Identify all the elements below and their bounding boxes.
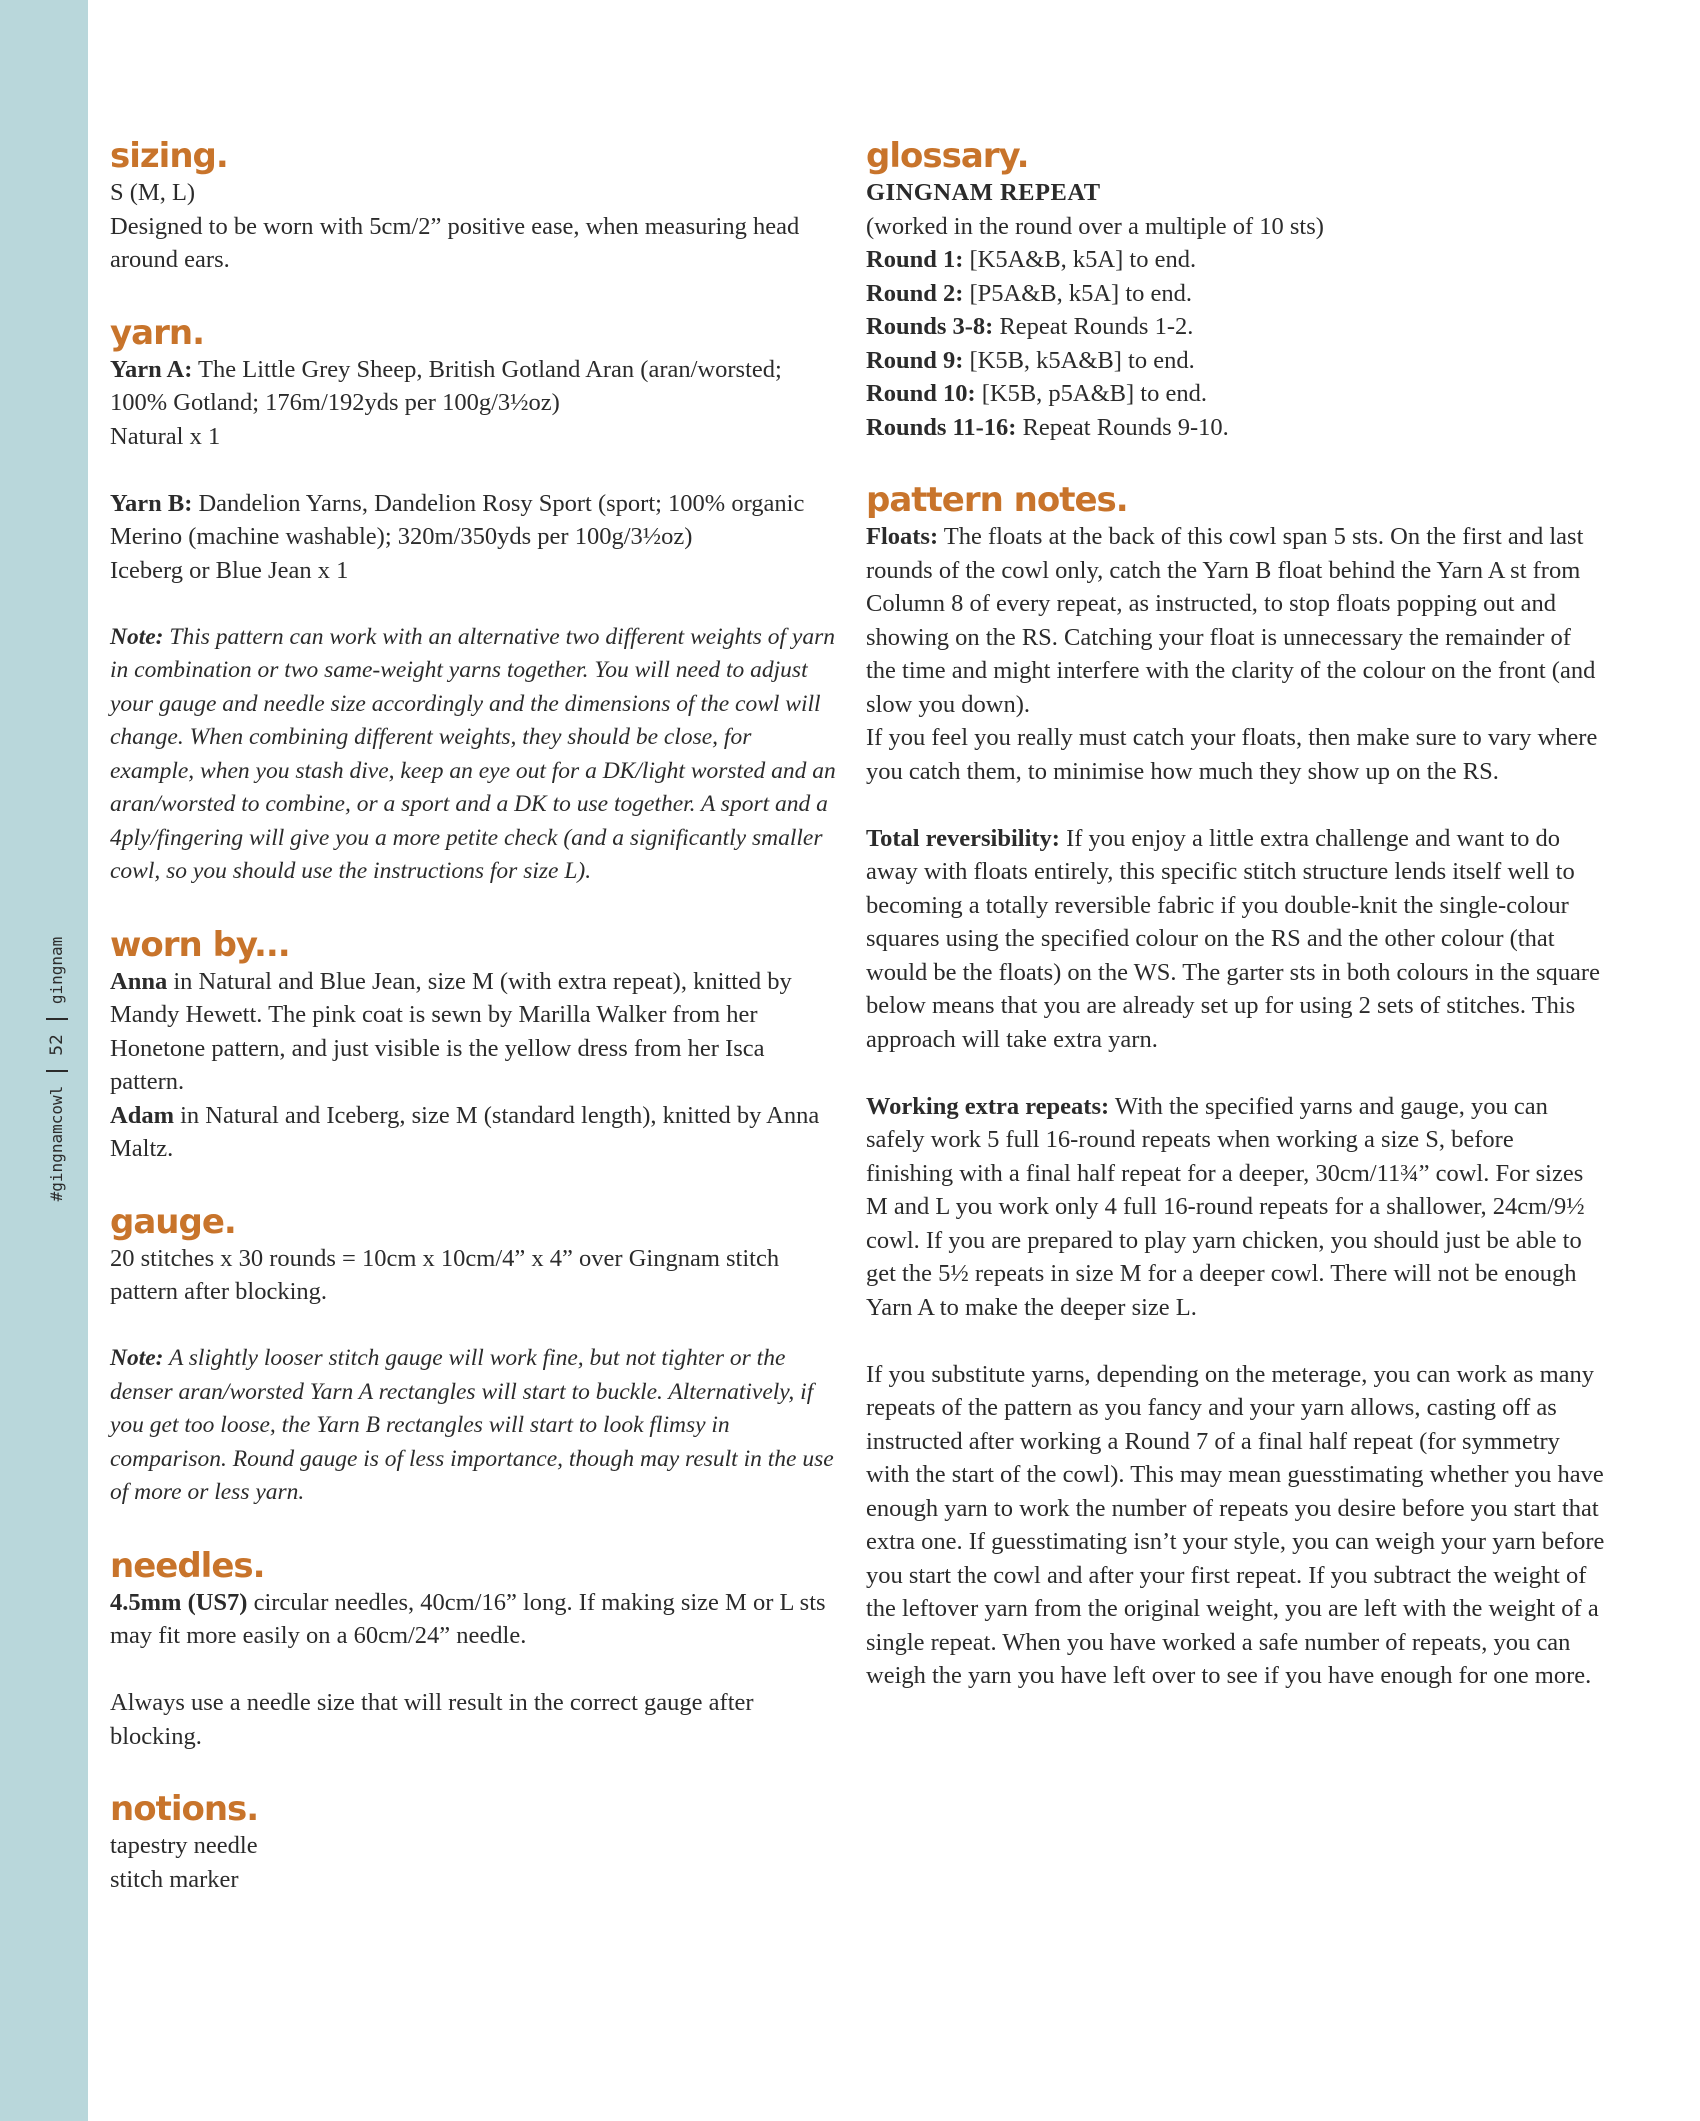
divider (46, 1070, 68, 1072)
gauge-text: 20 stitches x 30 rounds = 10cm x 10cm/4” x 4” over Gingnam stitch pattern after blocking. (110, 1244, 780, 1305)
glossary-heading: glossary. (866, 136, 1029, 176)
anna-name: Anna (110, 967, 168, 995)
yarn-note: Note: This pattern can work with an alternative two different weights of yarn in combination or two same-weight yarns together. You will need to adjust your gauge and needle size accordingly and the dimensions of the cowl will change. When combining different weights, they should be close, for example, when you stash dive, keep an eye out for a DK/light worsted and an aran/worsted to combine, or a sport and a DK to use together. A sport and a 4ply/fingering will give you a more petite check (and a significantly smaller cowl, so you should use the instructions for size L). (110, 623, 836, 884)
yarn-b-text: Yarn B: Dandelion Yarns, Dandelion Rosy Sport (sport; 100% organic Merino (machine washable); 320m/350yds per 100g/3½oz) (110, 489, 805, 550)
reversibility-text: Total reversibility: If you enjoy a little extra challenge and want to do away with floats entirely, this specific stitch structure lends itself well to becoming a totally reversible fabric if you double-knit the single-colour squares using the specified colour on the RS and the other colour (that would be the floats) on the WS. The garter sts in both colours in the square below means that you are already set up for using 2 sets of stitches. This approach will take extra yarn. (866, 824, 1600, 1053)
gauge-note: Note: A slightly looser stitch gauge will work fine, but not tighter or the denser aran/worsted Yarn A rectangles will start to buckle. Alternatively, if you get too loose, the Yarn B rectangles will start to look flimsy in comparison. Round gauge is of less importance, though may result in the use of more or less yarn. (110, 1345, 834, 1505)
round-row: Rounds 11-16: Repeat Rounds 9-10. (866, 413, 1229, 441)
needle-size-label: 4.5mm (US7) (110, 1588, 248, 1616)
worn-by-section (110, 925, 840, 1166)
sizing-section (110, 136, 840, 277)
substitute-text: If you substitute yarns, depending on the meterage, you can work as many repeats of the pattern as you fancy and your yarn allows, casting off as instructed after working a Round 7 of a final half repeat (for symmetry with the start of the cowl). This may mean guesstimating whether you have enough yarn to work the number of repeats you desire before you start that extra one. If guesstimating isn’t your style, you can weigh your yarn before you start the cowl and after your first repeat. If you subtract the weight of the leftover yarn from the original weight, you are left with the weight of a single repeat. When you have worked a safe number of repeats, you can weigh the yarn you have left over to see if you have enough for one more. (866, 1360, 1605, 1689)
adam-text: Adam in Natural and Iceberg, size M (standard length), knitted by Anna Maltz. (110, 1101, 820, 1162)
adam-name: Adam (110, 1101, 174, 1129)
round-row: Round 1: [K5A&B, k5A] to end. (866, 246, 1197, 273)
extra-repeats-text: Working extra repeats: With the specified yarns and gauge, you can safely work 5 full 16-round repeats when working a size S, before finishing with a final half repeat for a deeper, 30cm/11¾” cowl. For sizes M and L you work only 4 full 16-round repeats for a shallower, 24cm/9½ cowl. If you are prepared to play yarn chicken, you should just be able to get the 5½ repeats in size M for a deeper cowl. There will not be enough Yarn A to make the deeper size L. (866, 1092, 1585, 1321)
needles-section (110, 1546, 840, 1754)
needle-advice: Always use a needle size that will result in the correct gauge after blocking. (110, 1689, 754, 1750)
round-row: Round 2: [P5A&B, k5A] to end. (866, 279, 1193, 307)
sidebar-label (44, 819, 70, 1319)
glossary-intro: (worked in the round over a multiple of 10 sts) (866, 212, 1324, 240)
ease-text: Designed to be worn with 5cm/2” positive ease, when measuring head around ears. (110, 212, 800, 273)
yarn-a-text: Yarn A: The Little Grey Sheep, British Gotland Aran (aran/worsted; 100% Gotland; 176m/192yds per 100g/3½oz) (110, 355, 782, 416)
notion-item: tapestry needle (110, 1832, 258, 1859)
yarn-a-label: Yarn A: (110, 355, 193, 383)
anna-text: Anna in Natural and Blue Jean, size M (with extra repeat), knitted by Mandy Hewett. The pink coat is sewn by Marilla Walker from her Honetone pattern, and just visible is the yellow dress from her Isca pattern. (110, 967, 792, 1095)
glossary-subheading: GINGNAM REPEAT (866, 179, 1101, 206)
notion-item: stitch marker (110, 1865, 239, 1893)
hashtag: #gingnamcowl (47, 1085, 66, 1202)
reversibility-label: Total reversibility: (866, 824, 1060, 852)
needles-heading: needles. (110, 1545, 265, 1586)
yarn-heading: yarn. (110, 312, 204, 353)
glossary-section (866, 136, 1606, 444)
round-row: Rounds 3-8: Repeat Rounds 1-2. (866, 313, 1194, 340)
notions-heading: notions. (110, 1789, 259, 1829)
gauge-heading: gauge. (110, 1201, 236, 1242)
floats-label: Floats: (866, 523, 939, 550)
pattern-notes-section (866, 480, 1606, 1693)
extra-repeats-label: Working extra repeats: (866, 1092, 1110, 1120)
yarn-a-colour: Natural x 1 (110, 422, 221, 450)
floats-text: Floats: The floats at the back of this cowl span 5 sts. On the first and last rounds of the cowl only, catch the Yarn B float behind the Yarn A st from Column 8 of every repeat, as instructed, to stop floats popping out and showing on the RS. Catching your float is unnecessary the remainder of the time and might interfere with the clarity of the colour on the front (and slow you down). (866, 523, 1596, 718)
gauge-section (110, 1202, 840, 1510)
divider (46, 1018, 68, 1020)
round-row: Round 9: [K5B, k5A&B] to end. (866, 346, 1195, 374)
yarn-b-colour: Iceberg or Blue Jean x 1 (110, 556, 349, 584)
page-number: 52 (47, 1034, 67, 1056)
pattern-name: gingnam (47, 936, 66, 1005)
pattern-notes-heading: pattern notes. (866, 480, 1128, 520)
notions-section (110, 1789, 840, 1896)
yarn-b-label: Yarn B: (110, 489, 193, 517)
yarn-note-label: Note: (110, 623, 164, 650)
gauge-note-label: Note: (110, 1345, 164, 1371)
worn-by-heading: worn by... (110, 924, 290, 965)
left-column (110, 136, 840, 1896)
right-column (866, 136, 1606, 1693)
needle-size-text: 4.5mm (US7) circular needles, 40cm/16” long. If making size M or L sts may fit more easily on a 60cm/24” needle. (110, 1588, 826, 1649)
round-row: Round 10: [K5B, p5A&B] to end. (866, 380, 1207, 407)
yarn-section (110, 313, 840, 889)
sizes-text: S (M, L) (110, 179, 196, 206)
sizing-heading: sizing. (110, 136, 228, 176)
floats-text-2: If you feel you really must catch your floats, then make sure to vary where you catch them, to minimise how much they show up on the RS. (866, 724, 1598, 785)
